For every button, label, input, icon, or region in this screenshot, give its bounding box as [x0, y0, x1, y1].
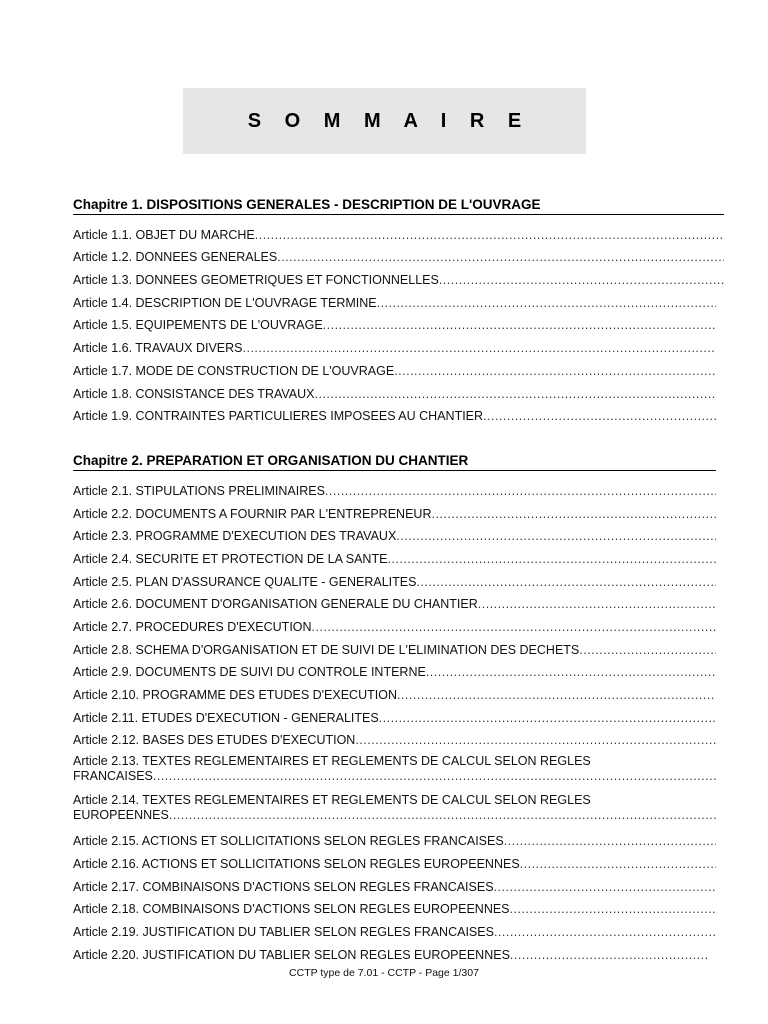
toc-entry[interactable]: Article 2.3. PROGRAMME D'EXECUTION DES TRAVAUX ..... — [73, 522, 716, 545]
toc-entry[interactable]: Article 1.3. DONNEES GEOMETRIQUES ET FONCTIONNELLES ..... — [73, 265, 724, 288]
chapter-heading[interactable]: Chapitre 1. DISPOSITIONS GENERALES - DESCRIPTION DE L'OUVRAGE — [73, 196, 724, 215]
toc-entry[interactable]: Article 2.2. DOCUMENTS A FOURNIR PAR L'ENTREPRENEUR ..... — [73, 499, 716, 522]
toc-entry[interactable]: Article 2.6. DOCUMENT D'ORGANISATION GENERALE DU CHANTIER ..... — [73, 590, 716, 613]
toc-entry[interactable]: Article 1.9. CONTRAINTES PARTICULIERES IMPOSEES AU CHANTIER ..... — [73, 402, 716, 425]
toc-entry[interactable]: Article 1.1. OBJET DU MARCHE ..... — [73, 220, 724, 243]
toc-entry[interactable]: Article 2.9. DOCUMENTS DE SUIVI DU CONTROLE INTERNE ..... — [73, 658, 716, 681]
chapter-heading[interactable]: Chapitre 2. PREPARATION ET ORGANISATION DU CHANTIER — [73, 452, 716, 471]
toc-entry[interactable]: Article 1.6. TRAVAUX DIVERS ..... — [73, 333, 716, 356]
title-box — [183, 88, 586, 154]
chapter-2-articles — [73, 476, 725, 962]
toc-entry[interactable]: Article 2.16. ACTIONS ET SOLLICITATIONS SELON REGLES EUROPEENNES ..... — [73, 849, 716, 872]
toc-entry[interactable]: Article 2.1. STIPULATIONS PRELIMINAIRES ..... — [73, 476, 716, 499]
page-footer: CCTP type de 7.01 - CCTP - Page 1/307 — [289, 967, 479, 979]
toc-entry[interactable]: Article 2.10. PROGRAMME DES ETUDES D'EXECUTION ..... — [73, 680, 716, 703]
toc-entry[interactable]: Article 2.14. TEXTES REGLEMENTAIRES ET REGLEMENTS DE CALCUL SELON REGLES EUROPEENNES ..... — [73, 787, 716, 826]
toc-entry[interactable]: Article 2.17. COMBINAISONS D'ACTIONS SELON REGLES FRANCAISES ..... — [73, 872, 716, 895]
chapter-1-articles — [73, 220, 725, 424]
toc-entry[interactable]: Article 2.12. BASES DES ETUDES D'EXECUTION ..... — [73, 726, 716, 749]
toc-entry[interactable]: Article 1.5. EQUIPEMENTS DE L'OUVRAGE ..... — [73, 311, 716, 334]
toc-entry[interactable]: Article 2.7. PROCEDURES D'EXECUTION ..... — [73, 612, 716, 635]
page-title: S O M M A I R E — [247, 109, 531, 132]
toc-entry[interactable]: Article 2.11. ETUDES D'EXECUTION - GENERALITES ..... — [73, 703, 716, 726]
toc-entry[interactable]: Article 1.4. DESCRIPTION DE L'OUVRAGE TERMINE ..... — [73, 288, 716, 311]
toc-entry[interactable]: Article 1.2. DONNEES GENERALES ..... — [73, 243, 724, 266]
toc-entry[interactable]: Article 2.4. SECURITE ET PROTECTION DE LA SANTE ..... — [73, 544, 716, 567]
toc-entry[interactable]: Article 2.20. JUSTIFICATION DU TABLIER SELON REGLES EUROPEENNES ..... — [73, 940, 708, 963]
toc-entry[interactable]: Article 2.19. JUSTIFICATION DU TABLIER SELON REGLES FRANCAISES ..... — [73, 917, 716, 940]
toc-entry[interactable]: Article 2.18. COMBINAISONS D'ACTIONS SELON REGLES EUROPEENNES ..... — [73, 895, 716, 918]
toc-entry[interactable]: Article 2.13. TEXTES REGLEMENTAIRES ET REGLEMENTS DE CALCUL SELON REGLES FRANCAISES ..... — [73, 748, 716, 787]
table-of-contents — [73, 196, 725, 963]
toc-entry[interactable]: Article 1.7. MODE DE CONSTRUCTION DE L'OUVRAGE ..... — [73, 356, 716, 379]
toc-entry[interactable]: Article 2.8. SCHEMA D'ORGANISATION ET DE SUIVI DE L'ELIMINATION DES DECHETS ..... — [73, 635, 716, 658]
toc-entry[interactable]: Article 2.5. PLAN D'ASSURANCE QUALITE - GENERALITES ..... — [73, 567, 716, 590]
toc-entry[interactable]: Article 2.15. ACTIONS ET SOLLICITATIONS SELON REGLES FRANCAISES ..... — [73, 826, 716, 849]
toc-entry[interactable]: Article 1.8. CONSISTANCE DES TRAVAUX ..... — [73, 379, 716, 402]
